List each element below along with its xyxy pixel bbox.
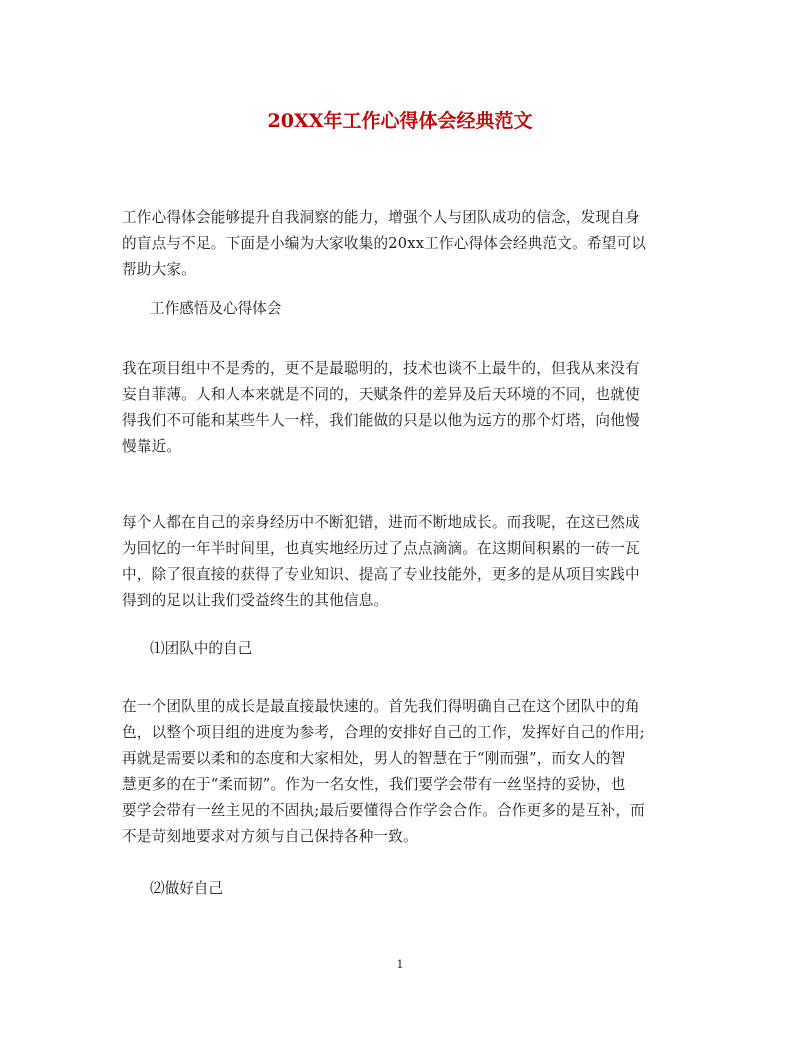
paragraph-line: 慧更多的在于“柔而韧”。作为一名女性，我们要学会带有一丝坚持的妥协，也 (122, 776, 626, 793)
paragraph-line: 得我们不可能和某些牛人一样，我们能做的只是以他为远方的那个灯塔，向他慢 (122, 412, 640, 429)
paragraph-line: 得到的足以让我们受益终生的其他信息。 (122, 592, 389, 609)
paragraph-line: 妄自菲薄。人和人本来就是不同的，天赋条件的差异及后天环境的不同，也就使 (122, 386, 640, 403)
paragraph-3 (122, 694, 682, 850)
paragraph-2 (122, 510, 682, 614)
paragraph-line: 的盲点与不足。下面是小编为大家收集的20xx工作心得体会经典范文。希望可以 (122, 235, 647, 252)
section-heading-do-well: ⑵做好自己 (150, 880, 223, 897)
paragraph-line: 再就是需要以柔和的态度和大家相处，男人的智慧在于“刚而强”，而女人的智 (122, 750, 626, 767)
page-number: 1 (396, 958, 404, 971)
paragraph-line: 慢靠近。 (122, 438, 182, 455)
paragraph-line: 为回忆的一年半时间里，也真实地经历过了点点滴滴。在这期间积累的一砖一瓦 (122, 540, 640, 557)
paragraph-line: 色，以整个项目组的进度为参考，合理的安排好自己的工作，发挥好自己的作用; (122, 724, 645, 741)
paragraph-line: 工作心得体会能够提升自我洞察的能力，增强个人与团队成功的信念，发现自身 (122, 209, 640, 226)
paragraph-line: 在一个团队里的成长是最直接最快速的。首先我们得明确自己在这个团队中的角 (122, 698, 640, 715)
paragraph-line: 不是苛刻地要求对方须与自己保持各种一致。 (122, 828, 418, 845)
paragraph-line: 要学会带有一丝主见的不固执;最后要懂得合作学会合作。合作更多的是互补，而 (122, 802, 645, 819)
section-heading-team-self: ⑴团队中的自己 (150, 640, 253, 657)
paragraph-line: 我在项目组中不是秀的，更不是最聪明的，技术也谈不上最牛的，但我从来没有 (122, 360, 640, 377)
paragraph-line: 帮助大家。 (122, 261, 196, 278)
paragraph-line: 每个人都在自己的亲身经历中不断犯错，进而不断地成长。而我呢，在这已然成 (122, 514, 640, 531)
section-heading-work-insights: 工作感悟及心得体会 (150, 300, 282, 317)
document-title: 20XX年工作心得体会经典范文 (267, 110, 533, 132)
paragraph-line: 中，除了很直接的获得了专业知识、提高了专业技能外，更多的是从项目实践中 (122, 566, 640, 583)
paragraph-1 (122, 356, 682, 460)
intro-paragraph (122, 205, 682, 283)
